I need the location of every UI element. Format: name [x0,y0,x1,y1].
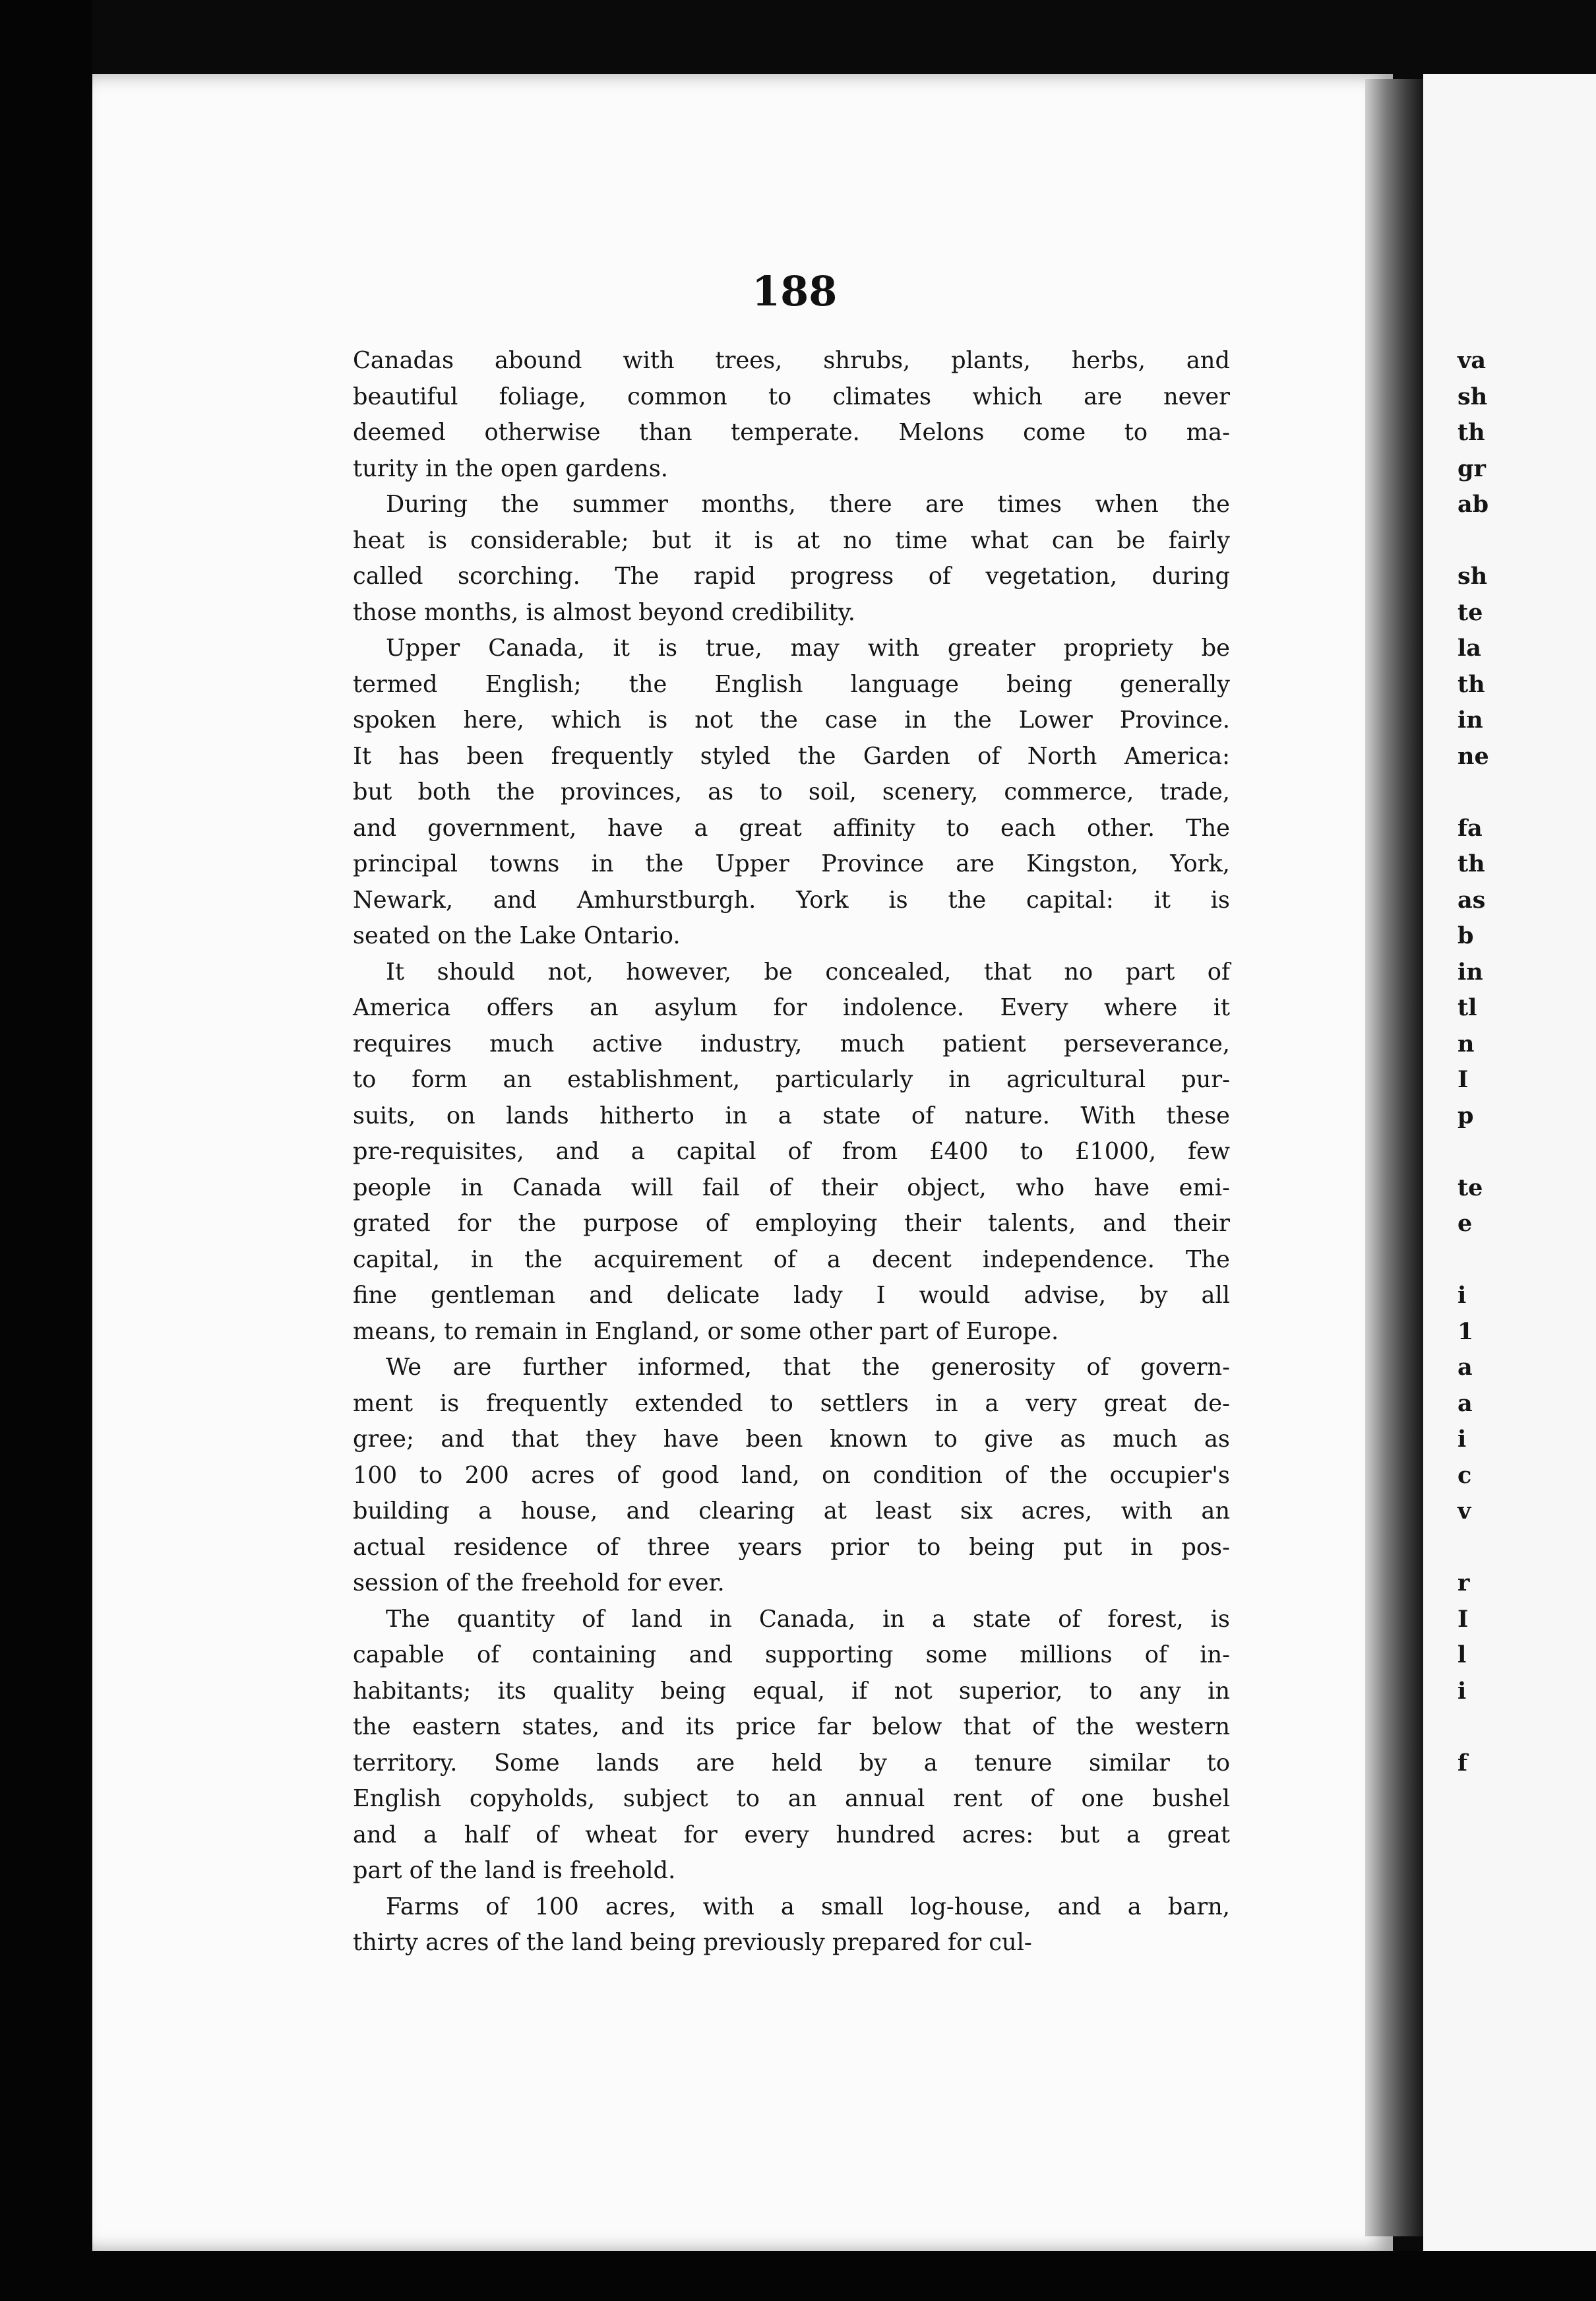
facing-page-fragment [1458,1134,1589,1170]
text-line: requires much active industry, much patient perseverance, [353,1030,1230,1057]
facing-page-fragment: ne [1458,742,1489,770]
text-line: Newark, and Amhurstburgh. York is the capital: it is [353,886,1230,914]
facing-page-fragment: f [1458,1749,1468,1777]
facing-page-fragment: gr [1458,455,1486,482]
facing-page-fragment [1458,1242,1589,1278]
text-line: America offers an asylum for indolence. Every where it [353,994,1230,1021]
text-line: part of the land is freehold. [353,1857,676,1884]
text-line: capable of containing and supporting some millions of in- [353,1641,1230,1668]
text-line: ment is frequently extended to settlers in a very great de- [353,1389,1230,1417]
facing-page-fragment: i [1458,1677,1467,1705]
text-line: means, to remain in England, or some other part of Europe. [353,1317,1059,1345]
facing-page-fragment: sh [1458,563,1488,590]
facing-page-fragment: th [1458,670,1485,698]
facing-page-fragment: 1 [1458,1317,1474,1345]
text-line: those months, is almost beyond credibility. [353,598,855,626]
text-line: and a half of wheat for every hundred acres: but a great [353,1821,1230,1848]
text-line: grated for the purpose of employing their talents, and their [353,1210,1230,1237]
text-line: beautiful foliage, common to climates which are never [353,383,1230,410]
paragraph [353,631,1230,955]
text-line: deemed otherwise than temperate. Melons come to ma- [353,419,1230,446]
facing-page-fragment: n [1458,1030,1475,1057]
text-line: turity in the open gardens. [353,455,668,482]
facing-page-fragment: l [1458,1641,1467,1668]
text-line: 100 to 200 acres of good land, on condition of the occupier's [353,1461,1230,1489]
facing-page-fragment: c [1458,1461,1472,1489]
facing-page-text-fragments [1458,343,1589,1781]
text-line: Canadas abound with trees, shrubs, plants, herbs, and [353,347,1230,374]
text-line: territory. Some lands are held by a tenure similar to [353,1749,1230,1777]
facing-page-fragment: i [1458,1282,1467,1309]
text-line: capital, in the acquirement of a decent independence. The [353,1245,1230,1273]
facing-page-fragment: sh [1458,383,1488,410]
text-line: termed English; the English language being generally [353,670,1230,698]
facing-page-fragment: te [1458,1174,1483,1201]
facing-page-fragment [1458,1709,1589,1746]
text-line: Farms of 100 acres, with a small log-house, and a barn, [386,1893,1230,1920]
text-line: English copyholds, subject to an annual rent of one bushel [353,1785,1230,1812]
text-line: the eastern states, and its price far below that of the western [353,1713,1230,1740]
paragraph [353,487,1230,631]
page-body-text [353,343,1230,1961]
text-line: We are further informed, that the generosity of govern- [386,1354,1230,1381]
text-line: principal towns in the Upper Province are Kingston, York, [353,850,1230,877]
facing-page-fragment: la [1458,635,1481,662]
paragraph [353,1350,1230,1602]
text-line: thirty acres of the land being previously prepared for cul- [353,1929,1032,1956]
facing-page-fragment: as [1458,886,1486,914]
facing-page-fragment: I [1458,1605,1469,1633]
facing-page-fragment: th [1458,419,1485,446]
text-line: heat is considerable; but it is at no time what can be fairly [353,526,1230,554]
facing-page-fragment: I [1458,1066,1469,1093]
facing-page-fragment: e [1458,1210,1473,1237]
facing-page-fragment: te [1458,598,1483,626]
facing-page-fragment: fa [1458,814,1483,842]
page-number: 188 [752,267,838,315]
facing-page-fragment: i [1458,1426,1467,1453]
text-line: actual residence of three years prior to being put in pos- [353,1533,1230,1561]
facing-page-fragment: tl [1458,994,1477,1021]
text-line: During the summer months, there are times when the [386,491,1230,518]
text-line: The quantity of land in Canada, in a state of forest, is [386,1605,1230,1633]
text-line: but both the provinces, as to soil, scenery, commerce, trade, [353,778,1230,805]
facing-page-fragment [1458,523,1589,559]
facing-page-fragment: in [1458,958,1483,986]
facing-page-fragment [1458,1530,1589,1566]
text-line: gree; and that they have been known to give as much as [353,1426,1230,1453]
facing-page-fragment: r [1458,1569,1470,1596]
text-line: people in Canada will fail of their object, who have emi- [353,1174,1230,1201]
text-line: habitants; its quality being equal, if not superior, to any in [353,1677,1230,1705]
scan-bottom-border [0,2251,1596,2301]
facing-page-fragment: in [1458,707,1483,734]
text-line: called scorching. The rapid progress of vegetation, during [353,563,1230,590]
text-line: Upper Canada, it is true, may with greater propriety be [386,635,1230,662]
paragraph [353,343,1230,487]
paragraph [353,955,1230,1350]
facing-page-fragment: va [1458,347,1487,374]
text-line: seated on the Lake Ontario. [353,922,681,949]
facing-page-fragment: a [1458,1389,1473,1417]
text-line: It has been frequently styled the Garden of North America: [353,742,1230,770]
text-line: and government, have a great affinity to each other. The [353,814,1230,842]
text-line: to form an establishment, particularly in agricultural pur- [353,1066,1230,1093]
scan-left-border [0,0,92,2301]
facing-page-fragment: b [1458,922,1474,949]
facing-page-fragment: th [1458,850,1485,877]
text-line: suits, on lands hitherto in a state of nature. With these [353,1102,1230,1129]
facing-page-fragment: ab [1458,491,1489,518]
facing-page-fragment: v [1458,1497,1471,1525]
facing-page-fragment: p [1458,1102,1474,1129]
text-line: It should not, however, be concealed, that no part of [386,958,1230,986]
text-line: spoken here, which is not the case in the Lower Province. [353,707,1230,734]
text-line: building a house, and clearing at least six acres, with an [353,1497,1230,1525]
facing-page-fragment: a [1458,1354,1473,1381]
paragraph [353,1602,1230,1889]
text-line: fine gentleman and delicate lady I would advise, by all [353,1282,1230,1309]
book-gutter-shadow [1365,79,1426,2236]
text-line: pre-requisites, and a capital of from £400 to £1000, few [353,1138,1230,1165]
facing-page-fragment [1458,774,1589,811]
paragraph [353,1889,1230,1961]
text-line: session of the freehold for ever. [353,1569,725,1596]
